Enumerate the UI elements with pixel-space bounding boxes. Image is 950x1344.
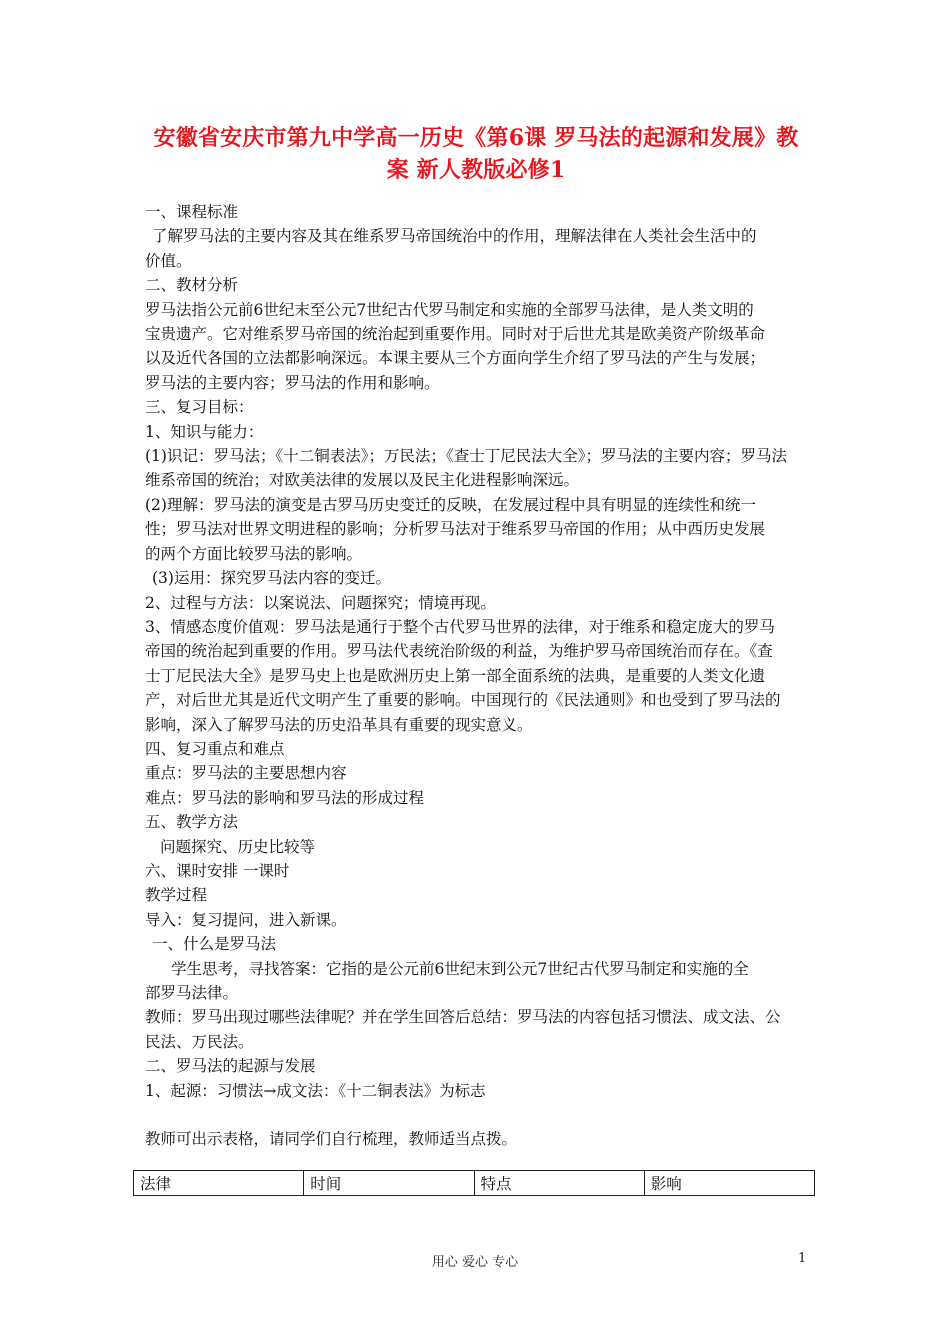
paragraph-line: 士丁尼民法大全》是罗马史上也是欧洲历史上第一部全面系统的法典，是重要的人类文化遗 [145, 666, 766, 685]
paragraph-line: 以及近代各国的立法都影响深远。本课主要从三个方面向学生介绍了罗马法的产生与发展； [145, 349, 766, 368]
law-table [133, 1170, 815, 1196]
paragraph-line: (1)识记：罗马法；《十二铜表法》；万民法；《查士丁尼民法大全》；罗马法的主要内容；罗马法 [145, 447, 787, 466]
page-number: 1 [798, 1251, 807, 1266]
paragraph-line: 民法、万民法。 [145, 1032, 254, 1051]
paragraph-line: 1、知识与能力： [145, 422, 264, 441]
paragraph-line: 教师可出示表格，请同学们自行梳理，教师适当点拨。 [145, 1130, 518, 1149]
paragraph-line: 影响，深入了解罗马法的历史沿革具有重要的现实意义。 [145, 715, 533, 734]
paragraph-line: 2、过程与方法：以案说法、问题探究；情境再现。 [145, 593, 496, 612]
paragraph-line: 维系帝国的统治；对欧美法律的发展以及民主化进程影响深远。 [145, 471, 580, 490]
paragraph-line: 重点：罗马法的主要思想内容 [145, 764, 347, 783]
paragraph-line: 的两个方面比较罗马法的影响。 [145, 544, 363, 563]
paragraph-line: 3、情感态度价值观：罗马法是通行于整个古代罗马世界的法律，对于维系和稳定庞大的罗马 [145, 617, 775, 636]
paragraph-line: 问题探究、历史比较等 [160, 837, 316, 856]
table-header-row [134, 1171, 815, 1196]
paragraph-line: 导入：复习提问，进入新课。 [145, 910, 347, 929]
paragraph-line: 部罗马法律。 [145, 984, 239, 1002]
section-heading: 二、罗马法的起源与发展 [145, 1057, 316, 1076]
paragraph-line: 1、起源：习惯法→成文法：《十二铜表法》为标志 [145, 1081, 486, 1100]
paragraph-line: 性；罗马法对世界文明进程的影响；分析罗马法对于维系罗马帝国的作用；从中西历史发展 [145, 520, 766, 539]
paragraph-line: 难点：罗马法的影响和罗马法的形成过程 [145, 788, 425, 807]
paragraph-line: 教学过程 [145, 886, 208, 905]
paragraph-line: (3)运用：探究罗马法内容的变迁。 [152, 569, 391, 588]
document-body [145, 200, 810, 1151]
paragraph-line: 宝贵遗产。它对维系罗马帝国的统治起到重要作用。同时对于后世尤其是欧美资产阶级革命 [145, 325, 766, 344]
paragraph-line: (2)理解：罗马法的演变是古罗马历史变迁的反映，在发展过程中具有明显的连续性和统一 [145, 495, 756, 514]
section-heading: 三、复习目标： [145, 398, 254, 417]
paragraph-line: 帝国的统治起到重要的作用。罗马法代表统治阶级的利益，为维护罗马帝国统治而存在。《查 [145, 642, 773, 661]
table-header-cell: 时间 [304, 1171, 474, 1196]
table-header-cell: 特点 [474, 1171, 644, 1196]
page-footer: 用心 爱心 专心 [431, 1255, 519, 1270]
table-header-cell: 影响 [644, 1171, 814, 1196]
paragraph-line: 学生思考，寻找答案：它指的是公元前6世纪末到公元7世纪古代罗马制定和实施的全 [171, 959, 749, 978]
section-heading: 六、课时安排 一课时 [145, 861, 290, 880]
table-header-cell: 法律 [134, 1171, 304, 1196]
paragraph-line: 教师：罗马出现过哪些法律呢？并在学生回答后总结：罗马法的内容包括习惯法、成文法、公 [145, 1008, 781, 1027]
section-heading: 五、教学方法 [145, 813, 239, 832]
paragraph-line: 产，对后世尤其是近代文明产生了重要的影响。中国现行的《民法通则》和也受到了罗马法的 [145, 691, 781, 710]
section-heading: 二、教材分析 [145, 276, 239, 295]
document-title: 安徽省安庆市第九中学高一历史《第6课 罗马法的起源和发展》教案 新人教版必修1 [153, 125, 799, 183]
paragraph-line: 价值。 [145, 251, 192, 270]
section-heading: 一、什么是罗马法 [152, 935, 277, 954]
paragraph-line: 了解罗马法的主要内容及其在维系罗马帝国统治中的作用，理解法律在人类社会生活中的 [152, 227, 757, 246]
paragraph-line: 罗马法的主要内容；罗马法的作用和影响。 [145, 373, 440, 392]
paragraph-line: 罗马法指公元前6世纪末至公元7世纪古代罗马制定和实施的全部罗马法律，是人类文明的 [145, 300, 754, 319]
section-heading: 一、课程标准 [145, 203, 239, 221]
section-heading: 四、复习重点和难点 [145, 739, 285, 758]
